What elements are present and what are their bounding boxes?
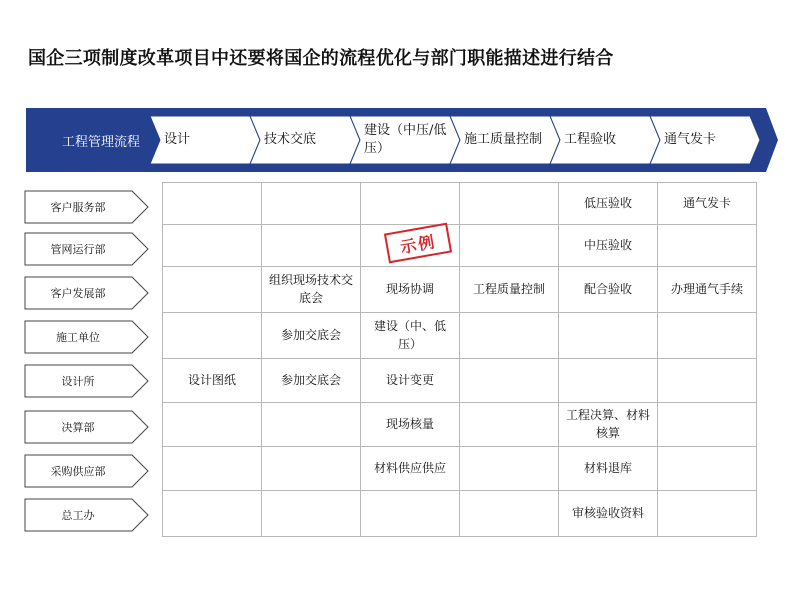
grid-row (163, 359, 757, 403)
grid-cell (262, 183, 361, 225)
grid-cell (460, 447, 559, 491)
grid-cell (460, 183, 559, 225)
grid-cell (460, 491, 559, 537)
department-name: 决算部 (61, 421, 95, 434)
example-stamp: 示例 (384, 223, 452, 264)
department-label (24, 320, 150, 354)
process-step-label: 建设（中压/低压） (364, 123, 447, 156)
grid-cell (460, 359, 559, 403)
department-label (24, 498, 150, 532)
grid-cell (163, 183, 262, 225)
process-band (26, 108, 778, 172)
grid-cell: 中压验收 (559, 225, 658, 267)
process-step-label: 设计 (164, 132, 191, 148)
grid-cell (163, 491, 262, 537)
responsibility-grid (162, 182, 757, 537)
department-name: 客户服务部 (50, 201, 106, 214)
department-name: 客户发展部 (50, 287, 106, 300)
grid-cell (658, 313, 757, 359)
grid-cell: 配合验收 (559, 267, 658, 313)
department-name: 采购供应部 (50, 465, 106, 478)
process-step-label: 工程验收 (564, 132, 617, 148)
grid-row (163, 447, 757, 491)
department-name: 管网运行部 (50, 243, 106, 256)
grid-cell (163, 313, 262, 359)
department-name: 设计所 (61, 375, 95, 388)
grid-row (163, 183, 757, 225)
grid-cell (460, 225, 559, 267)
grid-cell: 参加交底会 (262, 359, 361, 403)
department-label (24, 232, 150, 266)
grid-cell (658, 225, 757, 267)
grid-cell: 低压验收 (559, 183, 658, 225)
grid-cell: 现场协调 (361, 267, 460, 313)
grid-cell (163, 403, 262, 447)
grid-cell (361, 183, 460, 225)
grid-cell: 工程质量控制 (460, 267, 559, 313)
process-step-label: 通气发卡 (664, 132, 717, 148)
grid-cell: 现场核量 (361, 403, 460, 447)
grid-cell (559, 359, 658, 403)
grid-cell: 材料退库 (559, 447, 658, 491)
grid-row (163, 225, 757, 267)
grid-cell (163, 225, 262, 267)
grid-cell: 设计变更 (361, 359, 460, 403)
grid-cell (658, 491, 757, 537)
grid-cell: 组织现场技术交底会 (262, 267, 361, 313)
process-step-label: 施工质量控制 (464, 132, 543, 148)
process-first-label: 工程管理流程 (61, 134, 140, 150)
department-label (24, 364, 150, 398)
grid-cell (163, 447, 262, 491)
grid-cell (658, 359, 757, 403)
department-name: 总工办 (61, 509, 95, 522)
grid-cell (460, 403, 559, 447)
grid-cell (262, 447, 361, 491)
grid-cell (262, 403, 361, 447)
grid-cell (658, 403, 757, 447)
grid-cell (559, 313, 658, 359)
grid-cell (163, 267, 262, 313)
grid-row (163, 403, 757, 447)
grid-cell: 设计图纸 (163, 359, 262, 403)
page-title: 国企三项制度改革项目中还要将国企的流程优化与部门职能描述进行结合 (28, 48, 614, 69)
grid-cell (658, 447, 757, 491)
grid-cell (262, 225, 361, 267)
grid-cell (460, 313, 559, 359)
grid-cell: 工程决算、材料核算 (559, 403, 658, 447)
department-label (24, 190, 150, 224)
grid-cell (262, 491, 361, 537)
grid-cell (361, 491, 460, 537)
process-step-label: 技术交底 (264, 132, 317, 148)
grid-cell: 建设（中、低压） (361, 313, 460, 359)
grid-row (163, 491, 757, 537)
grid-row (163, 267, 757, 313)
grid-cell: 参加交底会 (262, 313, 361, 359)
department-label (24, 410, 150, 444)
grid-cell: 材料供应供应 (361, 447, 460, 491)
department-label (24, 454, 150, 488)
grid-cell: 审核验收资料 (559, 491, 658, 537)
department-name: 施工单位 (56, 331, 100, 344)
grid-cell: 办理通气手续 (658, 267, 757, 313)
grid-row (163, 313, 757, 359)
grid-cell: 通气发卡 (658, 183, 757, 225)
department-label (24, 276, 150, 310)
